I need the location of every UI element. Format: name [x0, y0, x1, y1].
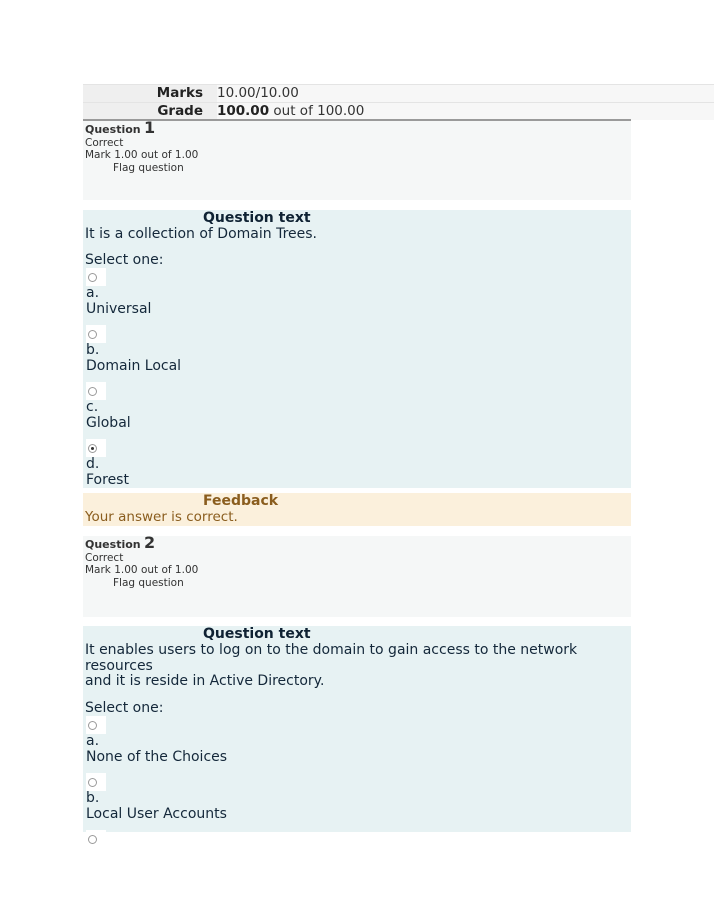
option-letter: a. — [86, 284, 100, 301]
flag-question-link[interactable]: Flag question — [113, 161, 184, 174]
feedback-box — [83, 493, 631, 526]
question-state: Correct — [85, 136, 124, 149]
radio-wrapper — [86, 325, 106, 343]
question-content-1 — [83, 210, 631, 488]
question-text-line: and it is reside in Active Directory. — [85, 673, 325, 689]
radio-button[interactable] — [88, 273, 97, 282]
radio-wrapper — [86, 716, 106, 734]
radio-button[interactable] — [88, 778, 97, 787]
question-content-2 — [83, 626, 631, 832]
grade-label: Grade — [83, 103, 217, 120]
option-text: Local User Accounts — [86, 805, 227, 822]
answer-option-c[interactable] — [85, 382, 629, 439]
option-letter: c. — [86, 398, 99, 415]
question-info-2 — [83, 533, 631, 617]
option-text: Universal — [86, 300, 152, 317]
feedback-heading: Feedback — [203, 493, 279, 509]
question-number: 2 — [143, 533, 156, 552]
flag-question-link[interactable]: Flag question — [113, 576, 184, 589]
question-label: Question — [85, 538, 141, 551]
option-letter: b. — [86, 341, 100, 358]
marks-row — [83, 84, 714, 102]
question-text-heading: Question text — [203, 626, 311, 642]
grade-value-cell — [217, 103, 714, 120]
answer-option-a[interactable] — [85, 716, 629, 773]
option-letter: a. — [86, 732, 100, 749]
attempt-summary — [83, 84, 714, 120]
select-one-prompt: Select one: — [85, 251, 164, 268]
answer-option-b[interactable] — [85, 325, 629, 382]
option-letter: d. — [86, 455, 100, 472]
radio-wrapper — [86, 439, 106, 457]
question-label: Question — [85, 123, 141, 136]
radio-wrapper — [86, 382, 106, 400]
question-number-1 — [85, 118, 629, 137]
select-one-prompt: Select one: — [85, 699, 164, 716]
question-text — [85, 643, 629, 690]
grade-row — [83, 102, 714, 120]
question-mark: Mark 1.00 out of 1.00 — [85, 149, 199, 161]
question-number-2 — [85, 533, 629, 552]
marks-value: 10.00/10.00 — [217, 85, 714, 102]
option-text: Domain Local — [86, 357, 182, 374]
question-number: 1 — [143, 118, 156, 137]
question-text-heading: Question text — [203, 210, 311, 226]
feedback-text: Your answer is correct. — [85, 509, 238, 525]
radio-wrapper — [86, 268, 106, 286]
radio-wrapper — [86, 830, 106, 848]
marks-label: Marks — [83, 85, 217, 102]
answer-option-c[interactable] — [85, 830, 629, 850]
question-text: It is a collection of Domain Trees. — [85, 226, 317, 242]
question-mark: Mark 1.00 out of 1.00 — [85, 564, 199, 576]
answer-option-d[interactable] — [85, 439, 629, 496]
answer-option-b[interactable] — [85, 773, 629, 830]
radio-button-selected[interactable] — [88, 444, 97, 453]
option-letter: b. — [86, 789, 100, 806]
grade-suffix: out of 100.00 — [273, 103, 365, 119]
option-text: None of the Choices — [86, 748, 228, 765]
radio-button[interactable] — [88, 330, 97, 339]
option-text: Forest — [86, 471, 129, 488]
question-info-1 — [83, 119, 631, 200]
question-text-line: It enables users to log on to the domain to gain access to the network resources — [85, 642, 578, 674]
grade-value: 100.00 — [217, 103, 270, 119]
question-state: Correct — [85, 551, 124, 564]
radio-button[interactable] — [88, 387, 97, 396]
radio-wrapper — [86, 773, 106, 791]
option-text: Global — [86, 414, 131, 431]
radio-button[interactable] — [88, 835, 97, 844]
radio-button[interactable] — [88, 721, 97, 730]
answer-option-a[interactable] — [85, 268, 629, 325]
